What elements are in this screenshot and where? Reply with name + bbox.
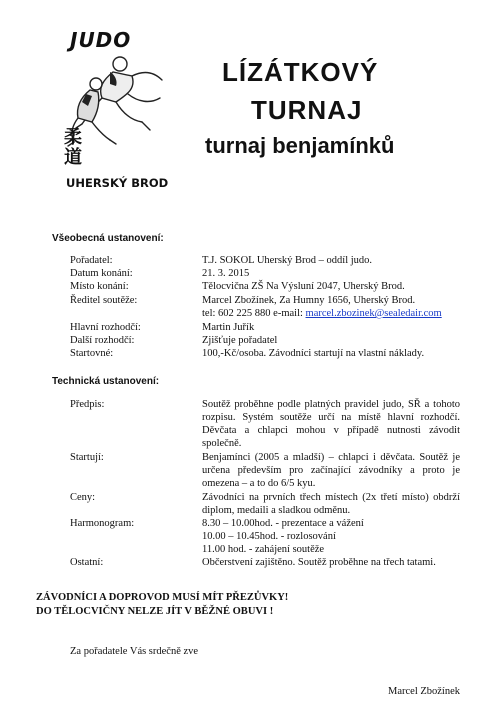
director-label: Ředitel soutěže:: [70, 295, 138, 306]
subtitle: turnaj benjamínků: [205, 133, 395, 158]
prizes-label: Ceny:: [70, 492, 96, 503]
main-referee-value: Martin Juřík: [202, 322, 255, 333]
main-referee-label: Hlavní rozhodčí:: [70, 322, 141, 333]
prizes-value: Závodníci na prvních třech místech (2x třetí místo) obdrží diplom, medaili a sladkou odměnu.: [202, 492, 460, 516]
director-email-link[interactable]: marcel.zbozinek@sealedair.com: [305, 308, 442, 319]
other-referees-value: Zjišťuje pořadatel: [202, 335, 278, 346]
warning-line-2: DO TĚLOCVIČNY NELZE JÍT V BĚŽNÉ OBUVI !: [36, 606, 274, 617]
title-line-2: TURNAJ: [251, 95, 363, 125]
eligible-value: Benjamínci (2005 a mladší) – chlapci i děvčata. Soutěž je určena především pro začínající závodníky a proto je omezena – a to do 6/5 kyu.: [202, 452, 460, 489]
rules-value: Soutěž proběhne podle platných pravidel judo, SŘ a tohoto rozpisu. Systém soutěže určí na místě hlavní rozhodčí. Děvčata a chlapci mohou v případě nutnosti závodit společně.: [202, 399, 460, 449]
schedule-item: 11.00 hod. - zahájení soutěže: [202, 544, 325, 555]
organizer-value: T.J. SOKOL Uherský Brod – oddíl judo.: [202, 255, 373, 266]
schedule-item: 10.00 – 10.45hod. - rozlosování: [202, 531, 336, 542]
signature: Marcel Zbožínek: [388, 686, 461, 697]
technical-heading: Technická ustanovení:: [52, 376, 160, 387]
organizer-label: Pořadatel:: [70, 255, 113, 266]
invitation-text: Za pořadatele Vás srdečně zve: [70, 646, 199, 657]
judo-club-logo: [58, 28, 178, 196]
fee-label: Startovné:: [70, 348, 114, 359]
date-value: 21. 3. 2015: [202, 268, 250, 279]
other-label: Ostatní:: [70, 557, 104, 568]
venue-label: Místo konání:: [70, 281, 129, 292]
date-label: Datum konání:: [70, 268, 133, 279]
fee-value: 100,-Kč/osoba. Závodníci startují na vlastní náklady.: [202, 348, 425, 359]
other-referees-label: Další rozhodčí:: [70, 335, 135, 346]
warning-line-1: ZÁVODNÍCI A DOPROVOD MUSÍ MÍT PŘEZŮVKY!: [36, 592, 289, 603]
general-heading: Všeobecná ustanovení:: [52, 233, 164, 244]
logo-city-text: UHERSKÝ BROD: [66, 176, 169, 190]
schedule-item: 8.30 – 10.00hod. - prezentace a vážení: [202, 518, 364, 529]
director-value: Marcel Zbožínek, Za Humny 1656, Uherský Brod.: [202, 295, 416, 306]
title-line-1: LÍZÁTKOVÝ: [222, 57, 379, 87]
venue-value: Tělocvična ZŠ Na Výsluní 2047, Uherský Brod.: [202, 281, 405, 292]
logo-kanji: 柔道: [64, 127, 82, 168]
rules-label: Předpis:: [70, 399, 105, 410]
other-value: Občerstvení zajištěno. Soutěž proběhne na třech tatami.: [202, 557, 436, 568]
director-phone: tel: 602 225 880 e-mail:: [202, 308, 306, 319]
logo-judo-text: JUDO: [70, 28, 132, 52]
eligible-label: Startují:: [70, 452, 104, 463]
schedule-label: Harmonogram:: [70, 518, 135, 529]
director-contact: [202, 307, 442, 320]
